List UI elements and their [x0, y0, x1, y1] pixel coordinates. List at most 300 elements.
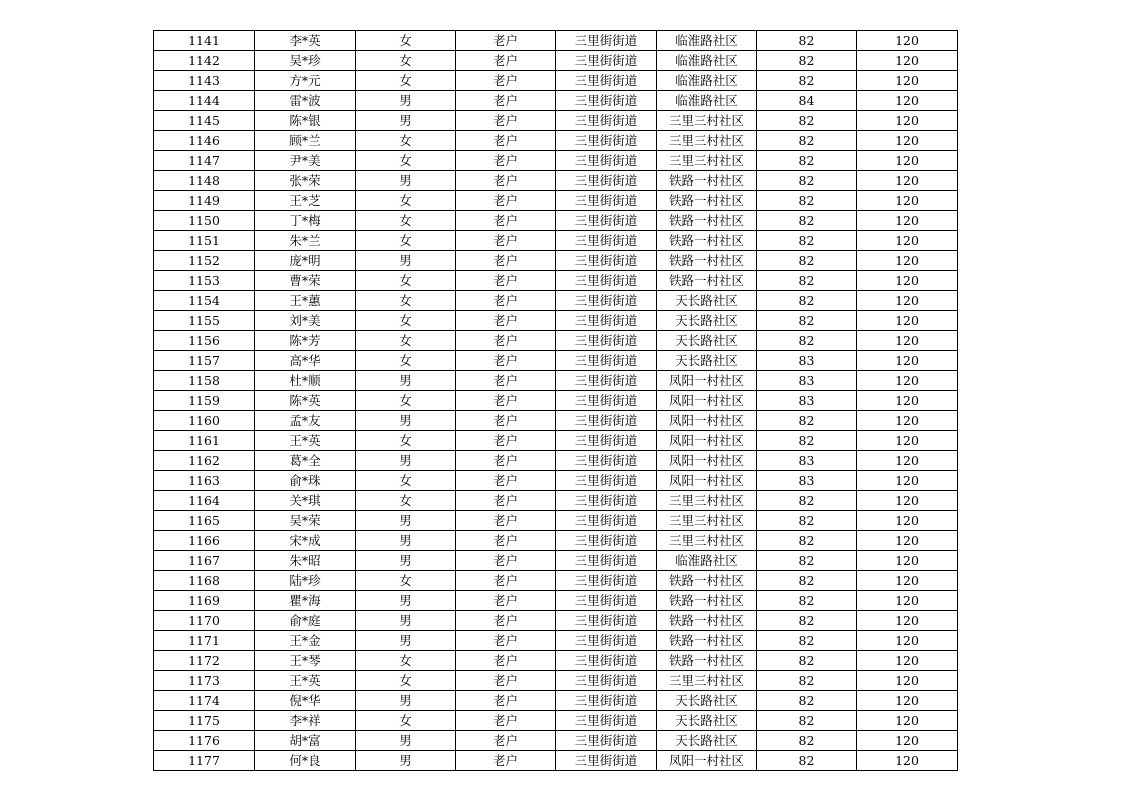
table-row: [154, 211, 958, 231]
name-cell: 尹*美: [255, 151, 356, 171]
gender-cell: 女: [356, 191, 456, 211]
row-number-cell: 1168: [154, 571, 255, 591]
amount-cell: 120: [857, 131, 958, 151]
table-row: [154, 431, 958, 451]
name-cell: 王*英: [255, 671, 356, 691]
name-cell: 何*良: [255, 751, 356, 771]
gender-cell: 女: [356, 291, 456, 311]
table-row: [154, 231, 958, 251]
gender-cell: 女: [356, 311, 456, 331]
household-type-cell: 老户: [456, 251, 556, 271]
table-body: [154, 31, 958, 771]
age-cell: 82: [757, 491, 857, 511]
household-type-cell: 老户: [456, 171, 556, 191]
amount-cell: 120: [857, 411, 958, 431]
amount-cell: 120: [857, 751, 958, 771]
street-cell: 三里街街道: [556, 391, 657, 411]
community-cell: 临淮路社区: [657, 31, 757, 51]
amount-cell: 120: [857, 671, 958, 691]
name-cell: 俞*庭: [255, 611, 356, 631]
gender-cell: 女: [356, 211, 456, 231]
row-number-cell: 1143: [154, 71, 255, 91]
amount-cell: 120: [857, 431, 958, 451]
amount-cell: 120: [857, 691, 958, 711]
table-row: [154, 671, 958, 691]
amount-cell: 120: [857, 551, 958, 571]
amount-cell: 120: [857, 591, 958, 611]
table-row: [154, 151, 958, 171]
name-cell: 顾*兰: [255, 131, 356, 151]
street-cell: 三里街街道: [556, 331, 657, 351]
age-cell: 82: [757, 251, 857, 271]
age-cell: 82: [757, 611, 857, 631]
age-cell: 82: [757, 431, 857, 451]
age-cell: 82: [757, 551, 857, 571]
table-row: [154, 251, 958, 271]
household-type-cell: 老户: [456, 711, 556, 731]
household-type-cell: 老户: [456, 511, 556, 531]
street-cell: 三里街街道: [556, 411, 657, 431]
household-type-cell: 老户: [456, 551, 556, 571]
household-type-cell: 老户: [456, 591, 556, 611]
name-cell: 李*英: [255, 31, 356, 51]
name-cell: 关*琪: [255, 491, 356, 511]
gender-cell: 男: [356, 591, 456, 611]
household-type-cell: 老户: [456, 211, 556, 231]
amount-cell: 120: [857, 571, 958, 591]
row-number-cell: 1144: [154, 91, 255, 111]
community-cell: 铁路一村社区: [657, 171, 757, 191]
name-cell: 王*芝: [255, 191, 356, 211]
street-cell: 三里街街道: [556, 71, 657, 91]
name-cell: 陈*银: [255, 111, 356, 131]
gender-cell: 女: [356, 471, 456, 491]
age-cell: 82: [757, 331, 857, 351]
table-row: [154, 611, 958, 631]
household-type-cell: 老户: [456, 271, 556, 291]
table-row: [154, 271, 958, 291]
row-number-cell: 1153: [154, 271, 255, 291]
table-row: [154, 731, 958, 751]
street-cell: 三里街街道: [556, 251, 657, 271]
row-number-cell: 1170: [154, 611, 255, 631]
age-cell: 82: [757, 751, 857, 771]
row-number-cell: 1169: [154, 591, 255, 611]
table-row: [154, 711, 958, 731]
amount-cell: 120: [857, 511, 958, 531]
amount-cell: 120: [857, 191, 958, 211]
community-cell: 临淮路社区: [657, 551, 757, 571]
household-type-cell: 老户: [456, 31, 556, 51]
table-row: [154, 451, 958, 471]
name-cell: 陈*芳: [255, 331, 356, 351]
street-cell: 三里街街道: [556, 451, 657, 471]
row-number-cell: 1145: [154, 111, 255, 131]
row-number-cell: 1157: [154, 351, 255, 371]
street-cell: 三里街街道: [556, 471, 657, 491]
name-cell: 陈*英: [255, 391, 356, 411]
amount-cell: 120: [857, 331, 958, 351]
table-row: [154, 71, 958, 91]
street-cell: 三里街街道: [556, 611, 657, 631]
gender-cell: 男: [356, 451, 456, 471]
gender-cell: 女: [356, 651, 456, 671]
amount-cell: 120: [857, 471, 958, 491]
community-cell: 天长路社区: [657, 351, 757, 371]
row-number-cell: 1175: [154, 711, 255, 731]
gender-cell: 女: [356, 331, 456, 351]
household-type-cell: 老户: [456, 611, 556, 631]
community-cell: 临淮路社区: [657, 91, 757, 111]
community-cell: 凤阳一村社区: [657, 431, 757, 451]
name-cell: 吴*珍: [255, 51, 356, 71]
name-cell: 王*英: [255, 431, 356, 451]
age-cell: 82: [757, 571, 857, 591]
row-number-cell: 1146: [154, 131, 255, 151]
age-cell: 82: [757, 531, 857, 551]
street-cell: 三里街街道: [556, 591, 657, 611]
street-cell: 三里街街道: [556, 751, 657, 771]
gender-cell: 男: [356, 411, 456, 431]
community-cell: 铁路一村社区: [657, 191, 757, 211]
street-cell: 三里街街道: [556, 531, 657, 551]
row-number-cell: 1165: [154, 511, 255, 531]
gender-cell: 男: [356, 631, 456, 651]
table-row: [154, 531, 958, 551]
gender-cell: 女: [356, 491, 456, 511]
age-cell: 82: [757, 51, 857, 71]
row-number-cell: 1161: [154, 431, 255, 451]
age-cell: 83: [757, 351, 857, 371]
community-cell: 三里三村社区: [657, 491, 757, 511]
community-cell: 铁路一村社区: [657, 651, 757, 671]
street-cell: 三里街街道: [556, 171, 657, 191]
table-row: [154, 131, 958, 151]
age-cell: 82: [757, 631, 857, 651]
name-cell: 倪*华: [255, 691, 356, 711]
table-row: [154, 511, 958, 531]
name-cell: 丁*梅: [255, 211, 356, 231]
table-row: [154, 411, 958, 431]
row-number-cell: 1162: [154, 451, 255, 471]
table-row: [154, 631, 958, 651]
name-cell: 宋*成: [255, 531, 356, 551]
community-cell: 天长路社区: [657, 331, 757, 351]
amount-cell: 120: [857, 151, 958, 171]
street-cell: 三里街街道: [556, 291, 657, 311]
gender-cell: 女: [356, 571, 456, 591]
amount-cell: 120: [857, 311, 958, 331]
row-number-cell: 1173: [154, 671, 255, 691]
gender-cell: 女: [356, 711, 456, 731]
street-cell: 三里街街道: [556, 491, 657, 511]
row-number-cell: 1150: [154, 211, 255, 231]
row-number-cell: 1158: [154, 371, 255, 391]
gender-cell: 男: [356, 251, 456, 271]
household-type-cell: 老户: [456, 311, 556, 331]
amount-cell: 120: [857, 91, 958, 111]
age-cell: 82: [757, 171, 857, 191]
street-cell: 三里街街道: [556, 571, 657, 591]
row-number-cell: 1156: [154, 331, 255, 351]
age-cell: 83: [757, 391, 857, 411]
gender-cell: 女: [356, 31, 456, 51]
amount-cell: 120: [857, 51, 958, 71]
community-cell: 临淮路社区: [657, 51, 757, 71]
name-cell: 王*金: [255, 631, 356, 651]
community-cell: 三里三村社区: [657, 111, 757, 131]
name-cell: 李*祥: [255, 711, 356, 731]
table-row: [154, 191, 958, 211]
gender-cell: 女: [356, 671, 456, 691]
gender-cell: 女: [356, 71, 456, 91]
table-row: [154, 371, 958, 391]
age-cell: 82: [757, 71, 857, 91]
table-row: [154, 291, 958, 311]
table-row: [154, 751, 958, 771]
street-cell: 三里街街道: [556, 351, 657, 371]
household-type-cell: 老户: [456, 191, 556, 211]
street-cell: 三里街街道: [556, 371, 657, 391]
row-number-cell: 1163: [154, 471, 255, 491]
amount-cell: 120: [857, 651, 958, 671]
row-number-cell: 1167: [154, 551, 255, 571]
name-cell: 曹*荣: [255, 271, 356, 291]
amount-cell: 120: [857, 491, 958, 511]
name-cell: 王*蕙: [255, 291, 356, 311]
street-cell: 三里街街道: [556, 731, 657, 751]
household-type-cell: 老户: [456, 291, 556, 311]
street-cell: 三里街街道: [556, 311, 657, 331]
age-cell: 82: [757, 511, 857, 531]
street-cell: 三里街街道: [556, 511, 657, 531]
household-type-cell: 老户: [456, 571, 556, 591]
street-cell: 三里街街道: [556, 231, 657, 251]
row-number-cell: 1177: [154, 751, 255, 771]
table-row: [154, 651, 958, 671]
table-row: [154, 311, 958, 331]
table-row: [154, 491, 958, 511]
community-cell: 凤阳一村社区: [657, 471, 757, 491]
name-cell: 俞*珠: [255, 471, 356, 491]
gender-cell: 男: [356, 731, 456, 751]
table-row: [154, 31, 958, 51]
row-number-cell: 1149: [154, 191, 255, 211]
household-type-cell: 老户: [456, 651, 556, 671]
name-cell: 朱*兰: [255, 231, 356, 251]
row-number-cell: 1164: [154, 491, 255, 511]
community-cell: 铁路一村社区: [657, 631, 757, 651]
community-cell: 临淮路社区: [657, 71, 757, 91]
table-row: [154, 351, 958, 371]
amount-cell: 120: [857, 531, 958, 551]
row-number-cell: 1166: [154, 531, 255, 551]
street-cell: 三里街街道: [556, 431, 657, 451]
name-cell: 刘*美: [255, 311, 356, 331]
name-cell: 孟*友: [255, 411, 356, 431]
age-cell: 82: [757, 651, 857, 671]
street-cell: 三里街街道: [556, 151, 657, 171]
age-cell: 82: [757, 31, 857, 51]
row-number-cell: 1151: [154, 231, 255, 251]
name-cell: 吴*荣: [255, 511, 356, 531]
street-cell: 三里街街道: [556, 191, 657, 211]
community-cell: 天长路社区: [657, 691, 757, 711]
age-cell: 82: [757, 671, 857, 691]
household-type-cell: 老户: [456, 371, 556, 391]
community-cell: 铁路一村社区: [657, 271, 757, 291]
community-cell: 三里三村社区: [657, 671, 757, 691]
amount-cell: 120: [857, 631, 958, 651]
amount-cell: 120: [857, 231, 958, 251]
name-cell: 方*元: [255, 71, 356, 91]
name-cell: 杜*顺: [255, 371, 356, 391]
row-number-cell: 1155: [154, 311, 255, 331]
table-row: [154, 391, 958, 411]
age-cell: 82: [757, 191, 857, 211]
household-type-cell: 老户: [456, 731, 556, 751]
community-cell: 三里三村社区: [657, 531, 757, 551]
age-cell: 83: [757, 471, 857, 491]
street-cell: 三里街街道: [556, 111, 657, 131]
amount-cell: 120: [857, 251, 958, 271]
community-cell: 天长路社区: [657, 731, 757, 751]
street-cell: 三里街街道: [556, 651, 657, 671]
amount-cell: 120: [857, 731, 958, 751]
community-cell: 凤阳一村社区: [657, 391, 757, 411]
community-cell: 三里三村社区: [657, 131, 757, 151]
street-cell: 三里街街道: [556, 91, 657, 111]
street-cell: 三里街街道: [556, 31, 657, 51]
household-type-cell: 老户: [456, 91, 556, 111]
street-cell: 三里街街道: [556, 551, 657, 571]
amount-cell: 120: [857, 391, 958, 411]
data-table: [153, 30, 958, 771]
age-cell: 82: [757, 151, 857, 171]
name-cell: 胡*富: [255, 731, 356, 751]
street-cell: 三里街街道: [556, 671, 657, 691]
household-type-cell: 老户: [456, 391, 556, 411]
household-type-cell: 老户: [456, 471, 556, 491]
household-type-cell: 老户: [456, 431, 556, 451]
amount-cell: 120: [857, 111, 958, 131]
gender-cell: 男: [356, 691, 456, 711]
community-cell: 凤阳一村社区: [657, 411, 757, 431]
row-number-cell: 1172: [154, 651, 255, 671]
age-cell: 82: [757, 131, 857, 151]
row-number-cell: 1142: [154, 51, 255, 71]
amount-cell: 120: [857, 71, 958, 91]
community-cell: 铁路一村社区: [657, 231, 757, 251]
household-type-cell: 老户: [456, 71, 556, 91]
gender-cell: 男: [356, 611, 456, 631]
age-cell: 82: [757, 411, 857, 431]
age-cell: 82: [757, 711, 857, 731]
amount-cell: 120: [857, 291, 958, 311]
age-cell: 83: [757, 371, 857, 391]
amount-cell: 120: [857, 31, 958, 51]
household-type-cell: 老户: [456, 51, 556, 71]
community-cell: 三里三村社区: [657, 511, 757, 531]
name-cell: 高*华: [255, 351, 356, 371]
household-type-cell: 老户: [456, 131, 556, 151]
amount-cell: 120: [857, 271, 958, 291]
age-cell: 83: [757, 451, 857, 471]
gender-cell: 女: [356, 131, 456, 151]
table-row: [154, 691, 958, 711]
community-cell: 铁路一村社区: [657, 251, 757, 271]
street-cell: 三里街街道: [556, 131, 657, 151]
household-type-cell: 老户: [456, 691, 556, 711]
amount-cell: 120: [857, 371, 958, 391]
street-cell: 三里街街道: [556, 51, 657, 71]
household-type-cell: 老户: [456, 331, 556, 351]
community-cell: 凤阳一村社区: [657, 371, 757, 391]
row-number-cell: 1159: [154, 391, 255, 411]
name-cell: 雷*波: [255, 91, 356, 111]
gender-cell: 女: [356, 391, 456, 411]
amount-cell: 120: [857, 351, 958, 371]
household-type-cell: 老户: [456, 631, 556, 651]
name-cell: 朱*昭: [255, 551, 356, 571]
community-cell: 三里三村社区: [657, 151, 757, 171]
household-type-cell: 老户: [456, 531, 556, 551]
gender-cell: 男: [356, 111, 456, 131]
name-cell: 王*琴: [255, 651, 356, 671]
community-cell: 铁路一村社区: [657, 211, 757, 231]
gender-cell: 女: [356, 431, 456, 451]
row-number-cell: 1148: [154, 171, 255, 191]
gender-cell: 男: [356, 531, 456, 551]
table-row: [154, 471, 958, 491]
community-cell: 铁路一村社区: [657, 571, 757, 591]
community-cell: 凤阳一村社区: [657, 451, 757, 471]
community-cell: 天长路社区: [657, 291, 757, 311]
table-row: [154, 571, 958, 591]
table-row: [154, 551, 958, 571]
household-type-cell: 老户: [456, 451, 556, 471]
amount-cell: 120: [857, 711, 958, 731]
row-number-cell: 1147: [154, 151, 255, 171]
name-cell: 庞*明: [255, 251, 356, 271]
age-cell: 82: [757, 731, 857, 751]
gender-cell: 女: [356, 51, 456, 71]
row-number-cell: 1152: [154, 251, 255, 271]
table-row: [154, 111, 958, 131]
community-cell: 天长路社区: [657, 711, 757, 731]
row-number-cell: 1154: [154, 291, 255, 311]
gender-cell: 男: [356, 751, 456, 771]
street-cell: 三里街街道: [556, 631, 657, 651]
name-cell: 张*荣: [255, 171, 356, 191]
community-cell: 铁路一村社区: [657, 591, 757, 611]
name-cell: 葛*全: [255, 451, 356, 471]
name-cell: 瞿*海: [255, 591, 356, 611]
household-type-cell: 老户: [456, 751, 556, 771]
table-row: [154, 51, 958, 71]
table-row: [154, 91, 958, 111]
household-type-cell: 老户: [456, 491, 556, 511]
age-cell: 84: [757, 91, 857, 111]
community-cell: 铁路一村社区: [657, 611, 757, 631]
gender-cell: 男: [356, 551, 456, 571]
gender-cell: 男: [356, 171, 456, 191]
street-cell: 三里街街道: [556, 711, 657, 731]
age-cell: 82: [757, 111, 857, 131]
row-number-cell: 1141: [154, 31, 255, 51]
gender-cell: 男: [356, 91, 456, 111]
age-cell: 82: [757, 291, 857, 311]
